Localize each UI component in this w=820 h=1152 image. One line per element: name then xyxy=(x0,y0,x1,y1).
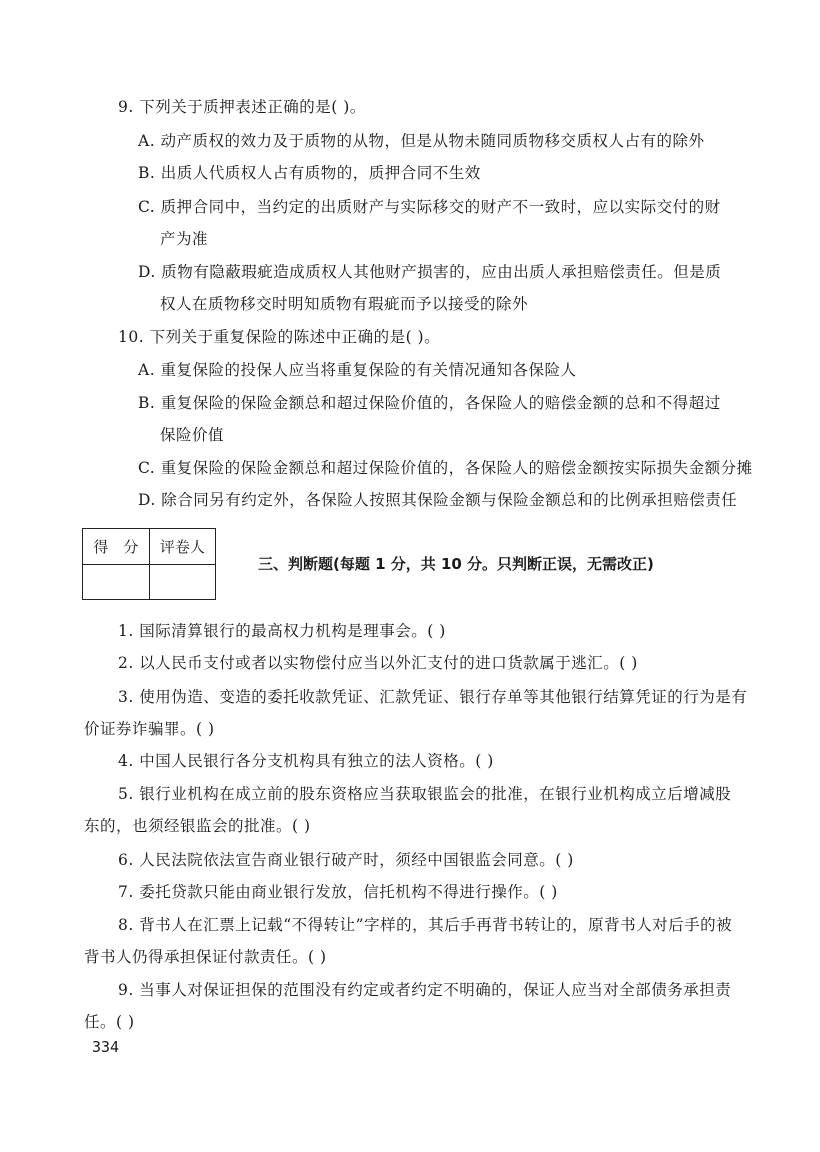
question-10-option-b-cont: 保险价值 xyxy=(160,426,225,444)
score-box xyxy=(82,528,216,600)
question-9-stem: 9. 下列关于质押表述正确的是( )。 xyxy=(118,98,366,116)
question-10-stem: 10. 下列关于重复保险的陈述中正确的是( )。 xyxy=(118,328,441,346)
judgment-4: 4. 中国人民银行各分支机构具有独立的法人资格。( ) xyxy=(118,752,494,770)
judgment-1: 1. 国际清算银行的最高权力机构是理事会。( ) xyxy=(118,622,446,640)
judgment-8: 8. 背书人在汇票上记载“不得转让”字样的，其后手再背书转让的，原背书人对后手的被 xyxy=(118,916,733,934)
question-9-option-c: C. 质押合同中，当约定的出质财产与实际移交的财产不一致时，应以实际交付的财 xyxy=(138,198,721,216)
judgment-8-cont: 背书人仍得承担保证付款责任。( ) xyxy=(84,948,327,966)
question-10-option-c: C. 重复保险的保险金额总和超过保险价值的，各保险人的赔偿金额按实际损失金额分摊 xyxy=(138,459,753,477)
judgment-9: 9. 当事人对保证担保的范围没有约定或者约定不明确的，保证人应当对全部债务承担责 xyxy=(118,981,732,999)
question-10-option-b: B. 重复保险的保险金额总和超过保险价值的，各保险人的赔偿金额的总和不得超过 xyxy=(138,394,721,412)
judgment-5: 5. 银行业机构在成立前的股东资格应当获取银监会的批准，在银行业机构成立后增减股 xyxy=(118,785,732,803)
judgment-2: 2. 以人民币支付或者以实物偿付应当以外汇支付的进口货款属于逃汇。( ) xyxy=(118,654,638,672)
question-9-option-d-cont: 权人在质物移交时明知质物有瑕疵而予以接受的除外 xyxy=(160,295,529,313)
judgment-7: 7. 委托贷款只能由商业银行发放，信托机构不得进行操作。( ) xyxy=(118,883,558,901)
judgment-3-cont: 价证券诈骗罪。( ) xyxy=(84,720,215,738)
grader-cell[interactable] xyxy=(149,564,215,600)
judgment-5-cont: 东的，也须经银监会的批准。( ) xyxy=(84,817,311,835)
score-cell[interactable] xyxy=(83,564,150,600)
question-10-option-a: A. 重复保险的投保人应当将重复保险的有关情况通知各保险人 xyxy=(138,361,577,379)
section-title: 三、判断题(每题 1 分，共 10 分。只判断正误，无需改正) xyxy=(258,555,654,573)
grader-label: 评卷人 xyxy=(149,529,215,565)
question-10-option-d: D. 除合同另有约定外，各保险人按照其保险金额与保险金额总和的比例承担赔偿责任 xyxy=(138,491,738,509)
page-number: 334 xyxy=(92,1038,120,1056)
judgment-9-cont: 任。( ) xyxy=(84,1013,135,1031)
question-9-option-a: A. 动产质权的效力及于质物的从物，但是从物未随同质物移交质权人占有的除外 xyxy=(138,132,705,150)
score-label: 得 分 xyxy=(83,529,150,565)
judgment-3: 3. 使用伪造、变造的委托收款凭证、汇款凭证、银行存单等其他银行结算凭证的行为是有 xyxy=(118,688,748,706)
question-9-option-c-cont: 产为准 xyxy=(160,230,209,248)
question-9-option-d: D. 质物有隐蔽瑕疵造成质权人其他财产损害的，应由出质人承担赔偿责任。但是质 xyxy=(138,263,722,281)
question-9-option-b: B. 出质人代质权人占有质物的，质押合同不生效 xyxy=(138,164,481,182)
judgment-6: 6. 人民法院依法宣告商业银行破产时，须经中国银监会同意。( ) xyxy=(118,851,574,869)
